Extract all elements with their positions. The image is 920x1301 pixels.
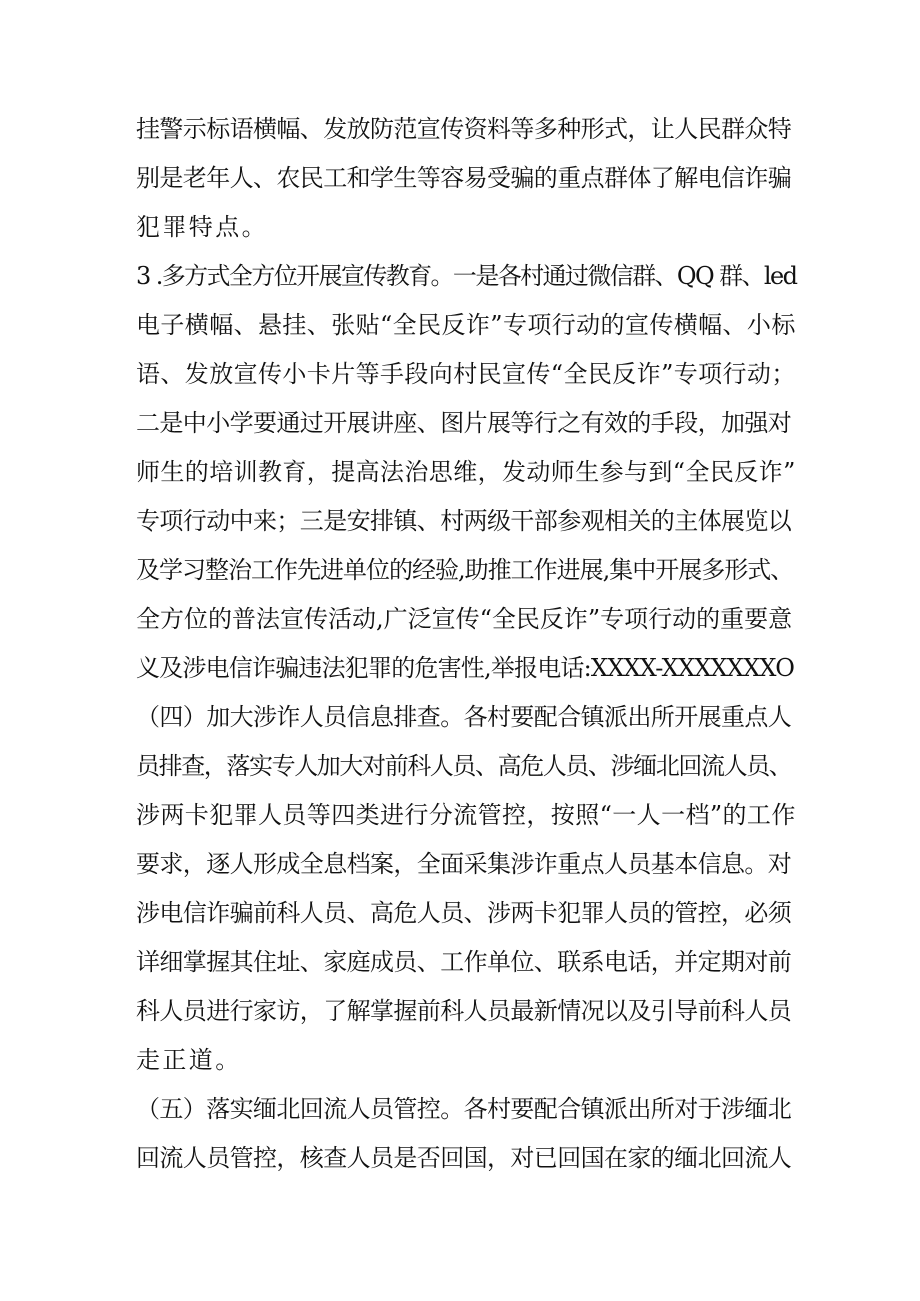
- text-line: 走正道。: [136, 1046, 242, 1074]
- text-line: 全方位的普法宣传活动,广泛宣传“全民反诈”专项行动的重要意: [136, 605, 793, 633]
- text-line: 及学习整治工作先进单位的经验,助推工作进展,集中开展多形式、: [136, 556, 794, 584]
- text-line: 犯罪特点。: [136, 213, 268, 241]
- text-line: 电子横幅、悬挂、张贴“全民反诈”专项行动的宣传横幅、小标: [136, 311, 796, 339]
- text-line: 挂警示标语横幅、发放防范宣传资料等多种形式，让人民群众特: [136, 115, 792, 143]
- hotline-line: 义及涉电信诈骗违法犯罪的危害性,举报电话:XXXX-XXXXXXXO: [136, 654, 795, 682]
- text-line: 科人员进行家访，了解掌握前科人员最新情况以及引导前科人员: [136, 997, 792, 1025]
- section-heading-line: 3 .多方式全方位开展宣传教育。一是各村通过微信群、QQ 群、led: [136, 262, 797, 290]
- text-line: 别是老年人、农民工和学生等容易受骗的重点群体了解电信诈骗: [136, 164, 792, 192]
- text-line: 回流人员管控，核查人员是否回国，对已回国在家的缅北回流人: [136, 1144, 792, 1172]
- text-line: 涉电信诈骗前科人员、高危人员、涉两卡犯罪人员的管控，必须: [136, 899, 792, 927]
- text-line: 语、发放宣传小卡片等手段向村民宣传“全民反诈”专项行动；: [136, 360, 796, 388]
- text-line: 二是中小学要通过开展讲座、图片展等行之有效的手段，加强对: [136, 409, 792, 437]
- text-line: 详细掌握其住址、家庭成员、工作单位、联系电话，并定期对前: [136, 948, 792, 976]
- text-line: 要求，逐人形成全息档案，全面采集涉诈重点人员基本信息。对: [136, 850, 792, 878]
- section-heading-line: （四）加大涉诈人员信息排查。各村要配合镇派出所开展重点人: [136, 703, 792, 731]
- text-line: 师生的培训教育，提高法治思维，发动师生参与到“全民反诈”: [136, 458, 796, 486]
- text-line: 专项行动中来；三是安排镇、村两级干部参观相关的主体展览以: [136, 507, 792, 535]
- section-heading-line: （五）落实缅北回流人员管控。各村要配合镇派出所对于涉缅北: [136, 1095, 792, 1123]
- text-line: 员排查，落实专人加大对前科人员、高危人员、涉缅北回流人员、: [136, 752, 792, 780]
- text-line: 涉两卡犯罪人员等四类进行分流管控，按照“一人一档”的工作: [136, 801, 796, 829]
